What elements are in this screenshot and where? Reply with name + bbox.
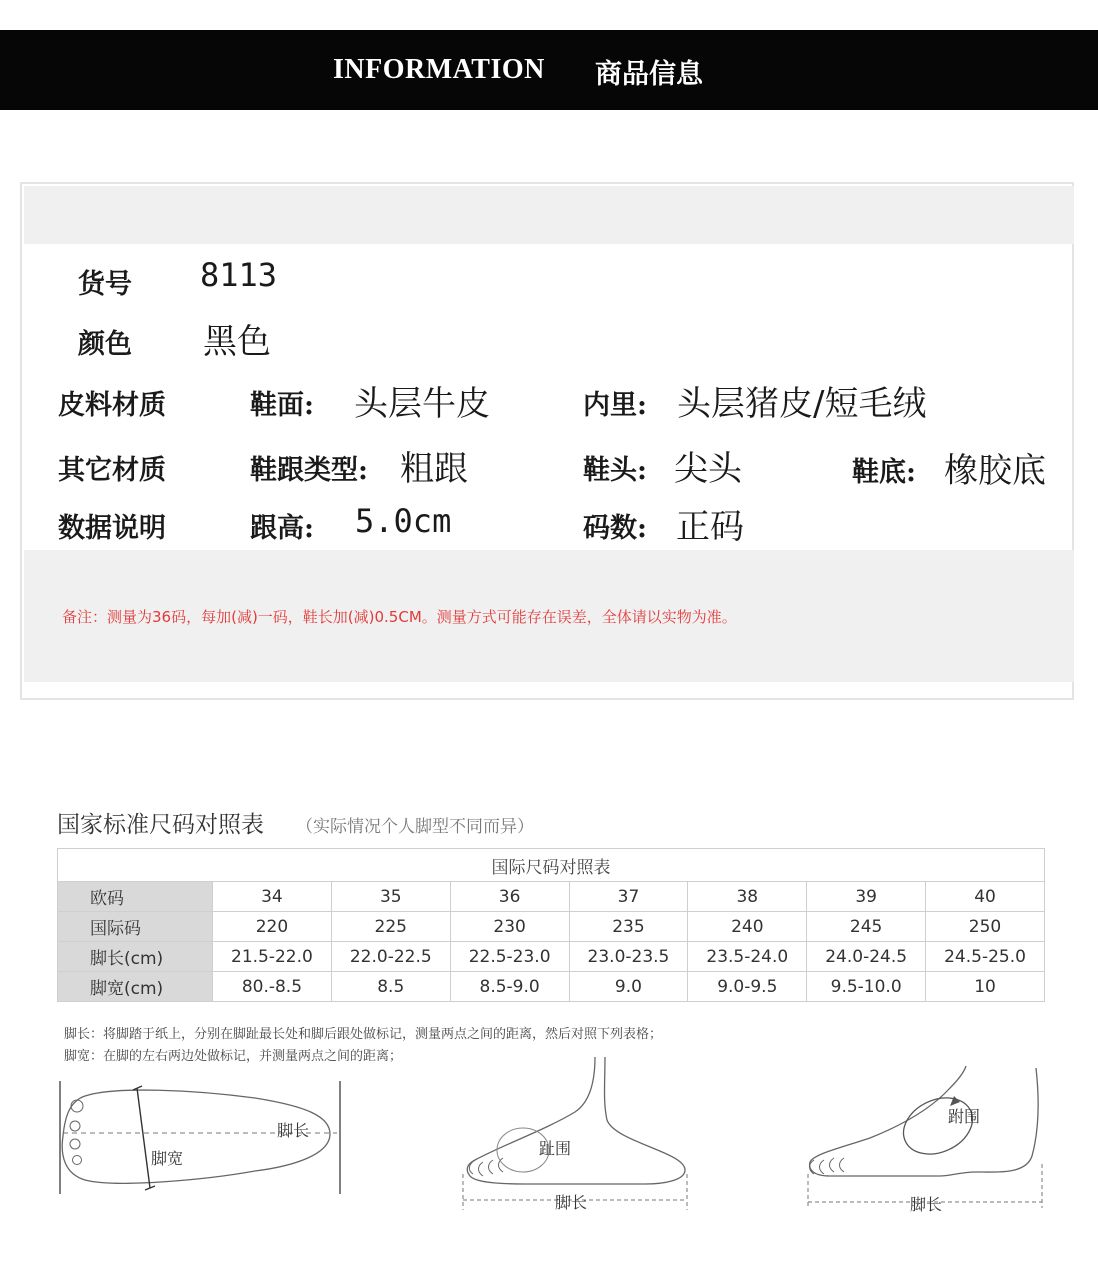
material-label: 皮料材质 <box>58 390 166 421</box>
toe-value: 尖头 <box>674 449 742 489</box>
color-label: 颜色 <box>78 329 132 360</box>
table-cell: 245 <box>807 912 926 942</box>
other-material-label: 其它材质 <box>58 455 166 486</box>
banner-title-cn: 商品信息 <box>595 59 703 90</box>
table-row <box>58 972 1045 1002</box>
measurement-note: 备注：测量为36码，每加(减)一码，鞋长加(减)0.5CM。测量方式可能存在误差，全体请以实物为准。 <box>62 608 737 626</box>
heel-type-label: 鞋跟类型: <box>250 455 368 486</box>
table-cell: 9.0-9.5 <box>688 972 807 1002</box>
table-cell: 22.0-22.5 <box>331 942 450 972</box>
table-cell: 39 <box>807 882 926 912</box>
table-cell: 34 <box>213 882 332 912</box>
size-table <box>57 848 1045 1002</box>
table-cell: 250 <box>926 912 1045 942</box>
table-cell: 24.5-25.0 <box>926 942 1045 972</box>
table-row <box>58 912 1045 942</box>
lining-value: 头层猪皮/短毛绒 <box>677 384 927 424</box>
upper-value: 头层牛皮 <box>354 384 490 424</box>
table-cell: 8.5-9.0 <box>450 972 569 1002</box>
row-header-eu: 欧码 <box>58 882 213 912</box>
foot-top-view-diagram <box>55 1076 355 1206</box>
header-banner <box>0 30 1098 110</box>
row-header-foot-length: 脚长(cm) <box>58 942 213 972</box>
toe-label: 鞋头: <box>583 455 647 486</box>
table-cell: 40 <box>926 882 1045 912</box>
item-no-value: 8113 <box>200 256 278 294</box>
row-header-foot-width: 脚宽(cm) <box>58 972 213 1002</box>
table-cell: 22.5-23.0 <box>450 942 569 972</box>
table-cell: 38 <box>688 882 807 912</box>
sole-value: 橡胶底 <box>944 451 1046 491</box>
table-cell: 23.5-24.0 <box>688 942 807 972</box>
lining-label: 内里: <box>583 390 647 421</box>
data-label: 数据说明 <box>58 513 166 544</box>
table-cell: 9.0 <box>569 972 688 1002</box>
table-cell: 37 <box>569 882 688 912</box>
table-cell: 35 <box>331 882 450 912</box>
table-cell: 80.-8.5 <box>213 972 332 1002</box>
upper-label: 鞋面: <box>250 390 314 421</box>
toe-girth-diagram <box>455 1052 695 1222</box>
diagram2-toe-girth-label: 趾围 <box>539 1139 572 1158</box>
size-chart-subtitle: （实际情况个人脚型不同而异） <box>296 817 534 837</box>
heel-height-value: 5.0cm <box>355 502 452 540</box>
row-header-intl: 国际码 <box>58 912 213 942</box>
color-value: 黑色 <box>203 322 271 362</box>
table-cell: 220 <box>213 912 332 942</box>
foot-width-instruction: 脚宽：在脚的左右两边处做标记，并测量两点之间的距离； <box>64 1049 403 1064</box>
info-panel-header-band <box>24 186 1074 244</box>
diagram1-width-label: 脚宽 <box>151 1149 184 1168</box>
heel-height-label: 跟高: <box>250 513 314 544</box>
diagram3-length-label: 脚长 <box>910 1195 943 1214</box>
heel-type-value: 粗跟 <box>400 449 468 489</box>
diagram2-length-label: 脚长 <box>555 1193 588 1212</box>
diagram1-length-label: 脚长 <box>277 1121 310 1140</box>
table-cell: 10 <box>926 972 1045 1002</box>
banner-title-en: INFORMATION <box>333 54 545 85</box>
sole-label: 鞋底: <box>852 457 916 488</box>
size-chart-title: 国家标准尺码对照表 <box>57 812 264 838</box>
table-cell: 230 <box>450 912 569 942</box>
table-cell: 240 <box>688 912 807 942</box>
table-cell: 21.5-22.0 <box>213 942 332 972</box>
table-cell: 225 <box>331 912 450 942</box>
size-table-caption: 国际尺码对照表 <box>58 849 1045 882</box>
table-cell: 9.5-10.0 <box>807 972 926 1002</box>
foot-length-instruction: 脚长：将脚踏于纸上，分别在脚趾最长处和脚后跟处做标记，测量两点之间的距离，然后对照下列表格； <box>64 1027 663 1042</box>
table-cell: 36 <box>450 882 569 912</box>
table-cell: 24.0-24.5 <box>807 942 926 972</box>
table-cell: 8.5 <box>331 972 450 1002</box>
diagram3-instep-girth-label: 跗围 <box>948 1107 981 1126</box>
table-cell: 23.0-23.5 <box>569 942 688 972</box>
item-no-label: 货号 <box>78 269 132 300</box>
size-fit-label: 码数: <box>583 513 647 544</box>
table-row <box>58 882 1045 912</box>
table-cell: 235 <box>569 912 688 942</box>
table-row <box>58 942 1045 972</box>
size-table-caption-row <box>58 849 1045 882</box>
instep-girth-diagram <box>800 1064 1050 1224</box>
size-fit-value: 正码 <box>676 507 744 547</box>
